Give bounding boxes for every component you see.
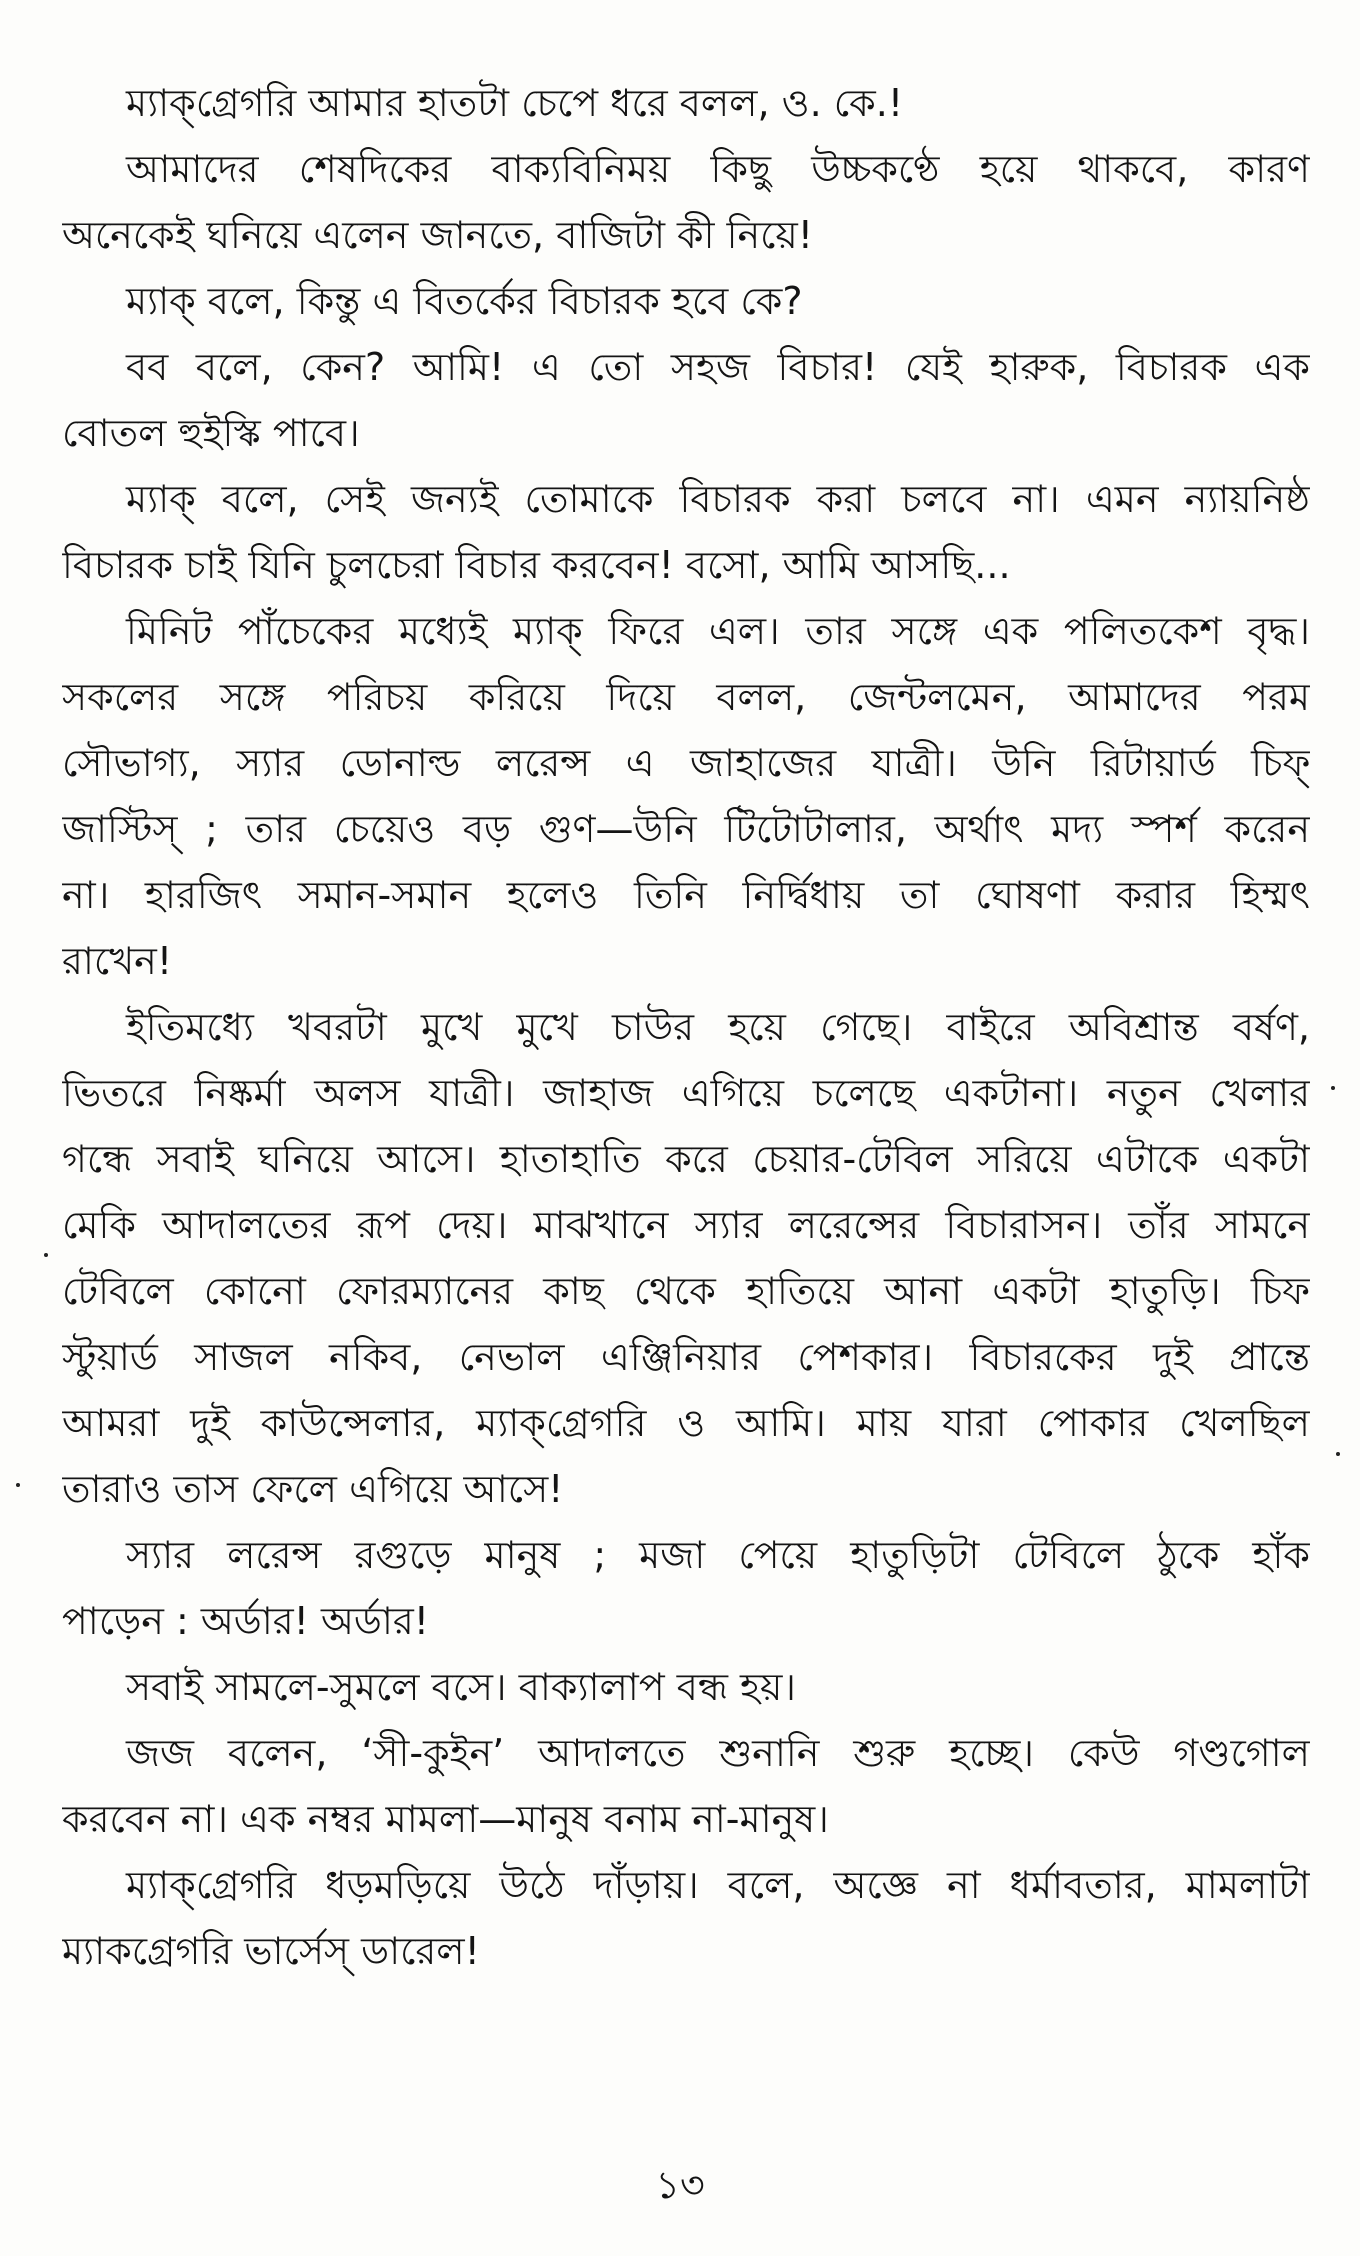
text-line: স্যার লরেন্স রগুড়ে মানুষ ; মজা পেয়ে হাতুড়িটা টেবিলে ঠুকে হাঁক bbox=[126, 1533, 1310, 1577]
text-line: অনেকেই ঘনিয়ে এলেন জানতে, বাজিটা কী নিয়ে! bbox=[62, 213, 814, 257]
text-line: ম্যাক্‌গ্রেগরি আমার হাতটা চেপে ধরে বলল, ও. কে.! bbox=[126, 81, 904, 125]
text-line: ম্যাক্ বলে, সেই জন্যই তোমাকে বিচারক করা চলবে না। এমন ন্যায়নিষ্ঠ bbox=[126, 477, 1310, 521]
text-line: ভিতরে নিষ্কর্মা অলস যাত্রী। জাহাজ এগিয়ে চলেছে একটানা। নতুন খেলার bbox=[62, 1071, 1310, 1115]
text-line: ম্যাক্‌গ্রেগরি ধড়মড়িয়ে উঠে দাঁড়ায়। বলে, অজ্ঞে না ধর্মাবতার, মামলাটা bbox=[126, 1863, 1310, 1907]
print-speck bbox=[16, 1483, 20, 1487]
text-line: বোতল হুইস্কি পাবে। bbox=[62, 411, 360, 455]
text-line: না। হারজিৎ সমান-সমান হলেও তিনি নির্দ্বিধায় তা ঘোষণা করার হিম্মৎ bbox=[62, 873, 1310, 917]
text-line: আমরা দুই কাউন্সেলার, ম্যাক্‌গ্রেগরি ও আমি। মায় যারা পোকার খেলছিল bbox=[62, 1401, 1310, 1445]
paragraph bbox=[62, 1522, 1310, 1654]
paragraph bbox=[62, 334, 1310, 466]
paragraph bbox=[62, 466, 1310, 598]
paragraph bbox=[62, 70, 1310, 136]
text-line: তারাও তাস ফেলে এগিয়ে আসে! bbox=[62, 1467, 564, 1511]
text-line: স্টুয়ার্ড সাজল নকিব, নেভাল এঞ্জিনিয়ার পেশকার। বিচারকের দুই প্রান্তে bbox=[62, 1335, 1310, 1379]
text-line: সকলের সঙ্গে পরিচয় করিয়ে দিয়ে বলল, জেন্টলমেন, আমাদের পরম bbox=[62, 675, 1310, 719]
print-speck bbox=[44, 1253, 48, 1257]
paragraph bbox=[62, 136, 1310, 268]
text-line: রাখেন! bbox=[62, 939, 173, 983]
text-line: সবাই সামলে-সুমলে বসে। বাক্যালাপ বন্ধ হয়। bbox=[126, 1665, 796, 1709]
text-line: গন্ধে সবাই ঘনিয়ে আসে। হাতাহাতি করে চেয়ার-টেবিল সরিয়ে এটাকে একটা bbox=[62, 1137, 1310, 1181]
print-speck bbox=[1336, 1452, 1340, 1456]
paragraph bbox=[62, 1720, 1310, 1852]
text-line: পাড়েন : অর্ডার! অর্ডার! bbox=[62, 1599, 430, 1643]
paragraph bbox=[62, 1852, 1310, 1984]
text-line: ইতিমধ্যে খবরটা মুখে মুখে চাউর হয়ে গেছে। বাইরে অবিশ্রান্ত বর্ষণ, bbox=[126, 1005, 1310, 1049]
text-line: সৌভাগ্য, স্যার ডোনাল্ড লরেন্স এ জাহাজের যাত্রী। উনি রিটায়ার্ড চিফ্ bbox=[62, 741, 1310, 785]
text-line: বিচারক চাই যিনি চুলচেরা বিচার করবেন! বসো, আমি আসছি... bbox=[62, 543, 1011, 587]
text-line: মিনিট পাঁচেকের মধ্যেই ম্যাক্ ফিরে এল। তার সঙ্গে এক পলিতকেশ বৃদ্ধ। bbox=[126, 609, 1310, 653]
text-line: জাস্টিস্ ; তার চেয়েও বড় গুণ—উনি টিটোটালার, অর্থাৎ মদ্য স্পর্শ করেন bbox=[62, 807, 1310, 851]
paragraph bbox=[62, 994, 1310, 1522]
text-line: ম্যাকগ্রেগরি ভার্সেস্ ডারেল! bbox=[62, 1929, 480, 1973]
text-line: ম্যাক্ বলে, কিন্তু এ বিতর্কের বিচারক হবে কে? bbox=[126, 279, 803, 323]
paragraph bbox=[62, 268, 1310, 334]
paragraph bbox=[62, 598, 1310, 994]
text-line: মেকি আদালতের রূপ দেয়। মাঝখানে স্যার লরেন্সের বিচারাসন। তাঁর সামনে bbox=[62, 1203, 1310, 1247]
text-line: টেবিলে কোনো ফোরম্যানের কাছ থেকে হাতিয়ে আনা একটা হাতুড়ি। চিফ bbox=[62, 1269, 1310, 1313]
text-line: করবেন না। এক নম্বর মামলা—মানুষ বনাম না-মানুষ। bbox=[62, 1797, 829, 1841]
text-line: জজ বলেন, ‘সী-কুইন’ আদালতে শুনানি শুরু হচ্ছে। কেউ গণ্ডগোল bbox=[126, 1731, 1310, 1775]
text-line: বব বলে, কেন? আমি! এ তো সহজ বিচার! যেই হারুক, বিচারক এক bbox=[126, 345, 1310, 389]
page-number: ১৩ bbox=[655, 2163, 705, 2207]
text-line: আমাদের শেষদিকের বাক্যবিনিময় কিছু উচ্চকণ্ঠে হয়ে থাকবে, কারণ bbox=[126, 147, 1310, 191]
paragraph bbox=[62, 1654, 1310, 1720]
body-text bbox=[62, 70, 1310, 1984]
print-speck bbox=[1331, 1086, 1335, 1090]
